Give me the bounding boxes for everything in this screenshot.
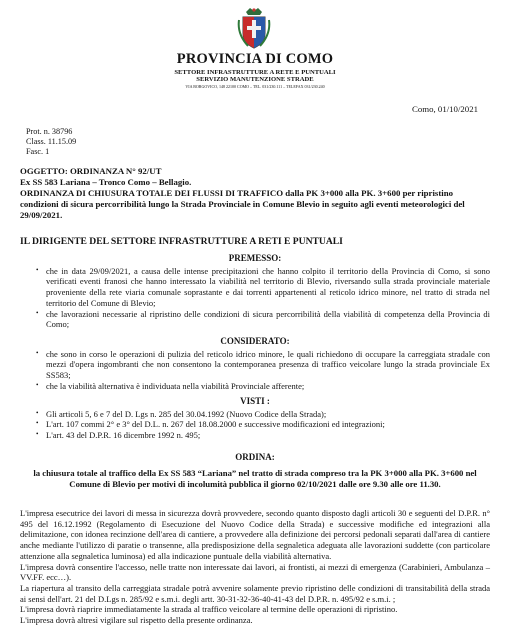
subject-road: Ex SS 583 Lariana – Tronco Como – Bellagio. xyxy=(20,177,192,188)
bullet-icon: • xyxy=(36,419,39,428)
subject-ordinance-number: OGGETTO: ORDINANZA N° 92/UT xyxy=(20,166,162,176)
premesso-item: • che lavorazioni necessarie al ripristino delle condizioni di sicura percorribilità della viabilità di competenza della Provincia di Como; xyxy=(36,308,490,330)
visti-item: • L'art. 107 commi 2° e 3° del D.L. n. 267 del 18.08.2000 e successive modificazioni ed integrazioni; xyxy=(36,419,385,430)
ordinance-body xyxy=(20,508,490,626)
bullet-icon: • xyxy=(36,348,39,357)
ordina-heading: ORDINA: xyxy=(235,452,275,462)
body-paragraph: L'impresa dovrà consentire l'accesso, nelle tratte non interessate dai lavori, ai frontisti, ai mezzi di emergenza (Carabinieri, Ambulanza – VV.FF. ecc…). xyxy=(20,561,490,583)
bullet-icon: • xyxy=(36,408,39,417)
premesso-section xyxy=(20,253,490,330)
body-paragraph: L'impresa dovrà altresì vigilare sul rispetto della presente ordinanza. xyxy=(20,615,253,626)
classification: Class. 11.15.09 xyxy=(26,137,77,146)
body-paragraph: La riapertura al transito della carreggiata stradale potrà avvenire solamente previo ripristino delle condizioni di transitabilità della strada ai sensi dell'art. 21 del D.Lgs n. 285/92 e s.m.i. degli artt. 30-31-32-36-40-41-43 del D.P.R. n. 495/92 e s.m.i. ; xyxy=(20,582,490,604)
province-title: PROVINCIA DI COMO xyxy=(176,51,334,67)
province-crest-logo xyxy=(236,6,272,50)
premesso-heading: PREMESSO: xyxy=(228,253,282,263)
considerato-item: • che sono in corso le operazioni di pulizia del reticolo idrico minore, le quali richiedono di occupare la carreggiata stradale con mezzi d'opera ingombranti che non consentono la contemporanea presenza di traffico veicolare lungo la strada provinciale Ex SS583; xyxy=(36,348,490,381)
protocol-number: Prot. n. 38796 xyxy=(26,127,73,136)
subject-description: ORDINANZA DI CHIUSURA TOTALE DEI FLUSSI DI TRAFFICO dalla PK 3+000 alla PK. 3+600 per ripristino condizioni di sicura percorribilità lungo la Strada Provinciale in Comune Blevio in seguito agli eventi meteorologici del 29/09/2021. xyxy=(20,188,465,221)
document-date: Como, 01/10/2021 xyxy=(412,104,478,114)
ordina-text: la chiusura totale al traffico della Ex SS 583 “Lariana” nel tratto di strada compreso tra la PK 3+000 alla PK. 3+600 nel Comune di Blevio per motivi di incolumità pubblica il giorno 02/10/2021 dalle ore 9.30 alle ore 11.30. xyxy=(33,468,477,490)
visti-item: • Gli articoli 5, 6 e 7 del D. Lgs n. 285 del 30.04.1992 (Nuovo Codice della Strada); xyxy=(36,408,327,419)
sector-name: SETTORE INFRASTRUTTURE A RETE E PUNTUALI xyxy=(174,68,336,76)
considerato-item: • che la viabilità alternativa è individuata nella viabilità Provinciale afferente; xyxy=(36,380,305,391)
subject-block xyxy=(20,166,490,221)
file-number: Fasc. 1 xyxy=(26,147,50,156)
visti-heading: VISTI : xyxy=(240,396,270,406)
body-paragraph: L'impresa esecutrice dei lavori di messa in sicurezza dovrà provvedere, secondo quanto disposto dagli articoli 30 e seguenti del D.P.R. n° 495 del 16.12.1992 (Regolamento di Esecuzione del Nuovo Codice della Strada) e successive modifiche ed integrazioni alla delimitazione, con idonea recinzione dell'area di cantiere, a provvedere alla definizione dei percorsi pedonali separati dall'area di cantiere anche mediante l'utilizzo di paratie o transenne, alla predisposizione della segnaletica adeguata alle lavorazioni suddette (con particolare attenzione alla segnaletica luminosa) ed alla indicazione puntuale della viabilità alternativa. xyxy=(20,508,490,561)
ordina-section xyxy=(20,452,490,465)
body-paragraph: L'impresa dovrà riaprire immediatamente la strada al traffico veicolare al termine delle operazioni di ripristino. xyxy=(20,604,398,615)
director-heading: IL DIRIGENTE DEL SETTORE INFRASTRUTTURE A RETI E PUNTUALI xyxy=(20,236,343,247)
protocol-block xyxy=(26,127,76,157)
considerato-heading: CONSIDERATO: xyxy=(220,336,290,346)
visti-section xyxy=(20,396,490,441)
bullet-icon: • xyxy=(36,308,39,317)
service-name: SERVIZIO MANUTENZIONE STRADE xyxy=(196,76,314,84)
letterhead xyxy=(0,50,510,90)
bullet-icon: • xyxy=(36,380,39,389)
address-line: VIA BORGOVICO, 148 22100 COMO – TEL. 031/230.111 – TELEFAX 031/230.240 xyxy=(185,83,325,89)
premesso-item: • che in data 29/09/2021, a causa delle intense precipitazioni che hanno colpito il territorio della Provincia di Como, si sono verificati eventi franosi che hanno interessato la viabilità nel territorio di Blevio, riversando sulla strada provinciale materiale proveniente della rete viaria comunale soprastante e dai torrenti appartenenti al reticolo idrico minore, nel tratto di strada nel territorio del Comune di Blevio; xyxy=(36,265,490,308)
bullet-icon: • xyxy=(36,265,39,274)
visti-item: • L'art. 43 del D.P.R. 16 dicembre 1992 n. 495; xyxy=(36,430,201,441)
considerato-section xyxy=(20,336,490,392)
bullet-icon: • xyxy=(36,430,39,439)
